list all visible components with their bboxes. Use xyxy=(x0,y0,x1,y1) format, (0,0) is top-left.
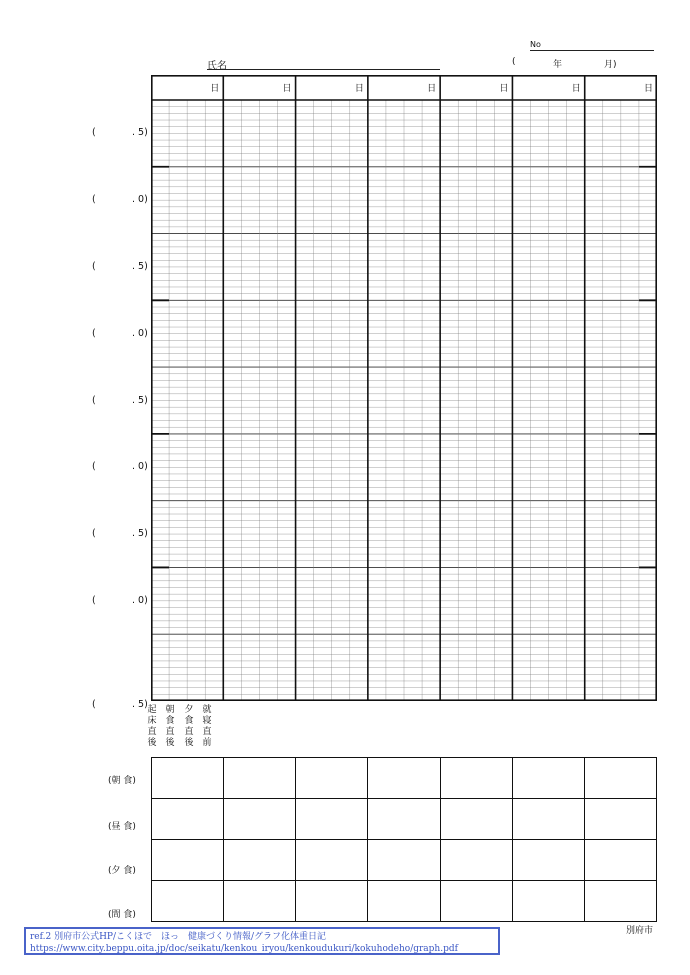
timing-char: 後 xyxy=(184,738,194,748)
meal-cell[interactable] xyxy=(224,840,296,881)
name-label: 氏名 xyxy=(207,61,227,72)
timing-char: 寝 xyxy=(202,716,212,726)
timing-column xyxy=(201,705,213,749)
meal-cell[interactable] xyxy=(512,758,584,799)
name-field-line[interactable] xyxy=(207,69,440,70)
y-label-value: . 5) xyxy=(132,698,148,710)
lunch-label: (昼 食) xyxy=(108,822,136,832)
meal-cell[interactable] xyxy=(512,799,584,840)
meal-row xyxy=(152,799,657,840)
meal-cell[interactable] xyxy=(152,881,224,922)
meal-cell[interactable] xyxy=(152,840,224,881)
timing-char: 食 xyxy=(165,716,175,726)
year-label: 年 xyxy=(553,60,563,70)
y-label-open: ( xyxy=(92,698,96,710)
meal-cell[interactable] xyxy=(368,840,440,881)
meal-row xyxy=(152,881,657,922)
day-header-1: 日 xyxy=(210,84,220,94)
timing-char: 直 xyxy=(202,727,212,737)
dinner-label: (夕 食) xyxy=(108,866,136,876)
timing-char: 起 xyxy=(147,705,157,715)
y-label-open: ( xyxy=(92,461,96,473)
meal-cell[interactable] xyxy=(512,881,584,922)
y-label-value: . 5) xyxy=(132,260,148,272)
timing-char: 後 xyxy=(147,738,157,748)
y-label-value: . 5) xyxy=(132,528,148,540)
meal-cell[interactable] xyxy=(440,881,512,922)
timing-column xyxy=(164,705,176,749)
meal-cell[interactable] xyxy=(584,758,656,799)
meal-cell[interactable] xyxy=(152,799,224,840)
meal-cell[interactable] xyxy=(584,840,656,881)
timing-char: 朝 xyxy=(165,705,175,715)
month-label: 月) xyxy=(604,60,617,70)
y-label-open: ( xyxy=(92,127,96,139)
day-header-4: 日 xyxy=(427,84,437,94)
y-label-open: ( xyxy=(92,594,96,606)
meal-cell[interactable] xyxy=(368,881,440,922)
meal-row xyxy=(152,758,657,799)
day-header-2: 日 xyxy=(282,84,292,94)
meal-cell[interactable] xyxy=(152,758,224,799)
y-label-open: ( xyxy=(92,194,96,206)
meal-cell[interactable] xyxy=(440,799,512,840)
timing-char: 直 xyxy=(165,727,175,737)
y-label-value: . 0) xyxy=(132,461,148,473)
meal-cell[interactable] xyxy=(296,799,368,840)
reference-title: ref.2 別府市公式HP/こくほで ほっ 健康づくり情報/グラフ化体重日記 xyxy=(30,932,327,942)
meal-cell[interactable] xyxy=(296,840,368,881)
timing-char: 前 xyxy=(202,738,212,748)
city-name: 別府市 xyxy=(625,926,653,936)
timing-char: 直 xyxy=(184,727,194,737)
y-label-open: ( xyxy=(92,528,96,540)
meal-cell[interactable] xyxy=(224,881,296,922)
y-label-open: ( xyxy=(92,394,96,406)
day-header-7: 日 xyxy=(643,84,653,94)
number-field-line[interactable] xyxy=(530,50,654,51)
meal-cell[interactable] xyxy=(368,758,440,799)
meal-row xyxy=(152,840,657,881)
timing-char: 後 xyxy=(165,738,175,748)
y-label-value: . 0) xyxy=(132,327,148,339)
reference-box xyxy=(24,927,500,955)
timing-char: 就 xyxy=(202,705,212,715)
timing-char: 食 xyxy=(184,716,194,726)
snack-label: (間 食) xyxy=(108,910,136,920)
y-label-value: . 0) xyxy=(132,194,148,206)
y-label-open: ( xyxy=(92,260,96,272)
meal-cell[interactable] xyxy=(584,799,656,840)
y-label-open: ( xyxy=(92,327,96,339)
timing-column xyxy=(183,705,195,749)
meal-cell[interactable] xyxy=(440,758,512,799)
meal-record-table[interactable] xyxy=(151,757,657,922)
day-header-3: 日 xyxy=(354,84,364,94)
meal-cell[interactable] xyxy=(584,881,656,922)
reference-url[interactable]: https://www.city.beppu.oita.jp/doc/seikatu/kenkou_iryou/kenkoudukuri/kokuhodeho/graph.pdf xyxy=(30,944,458,954)
timing-char: 床 xyxy=(147,716,157,726)
timing-char: 直 xyxy=(147,727,157,737)
y-label-value: . 0) xyxy=(132,594,148,606)
y-label-value: . 5) xyxy=(132,394,148,406)
meal-cell[interactable] xyxy=(296,758,368,799)
day-header-5: 日 xyxy=(499,84,509,94)
y-label-value: . 5) xyxy=(132,127,148,139)
meal-cell[interactable] xyxy=(368,799,440,840)
meal-cell[interactable] xyxy=(296,881,368,922)
timing-char: 夕 xyxy=(184,705,194,715)
number-label: No xyxy=(530,40,541,49)
meal-cell[interactable] xyxy=(440,840,512,881)
breakfast-label: (朝 食) xyxy=(108,776,136,786)
timing-column xyxy=(146,705,158,749)
meal-cell[interactable] xyxy=(224,799,296,840)
meal-cell[interactable] xyxy=(512,840,584,881)
weight-graph-grid[interactable] xyxy=(151,75,657,701)
meal-cell[interactable] xyxy=(224,758,296,799)
date-open-paren: ( xyxy=(512,57,516,67)
day-header-6: 日 xyxy=(571,84,581,94)
